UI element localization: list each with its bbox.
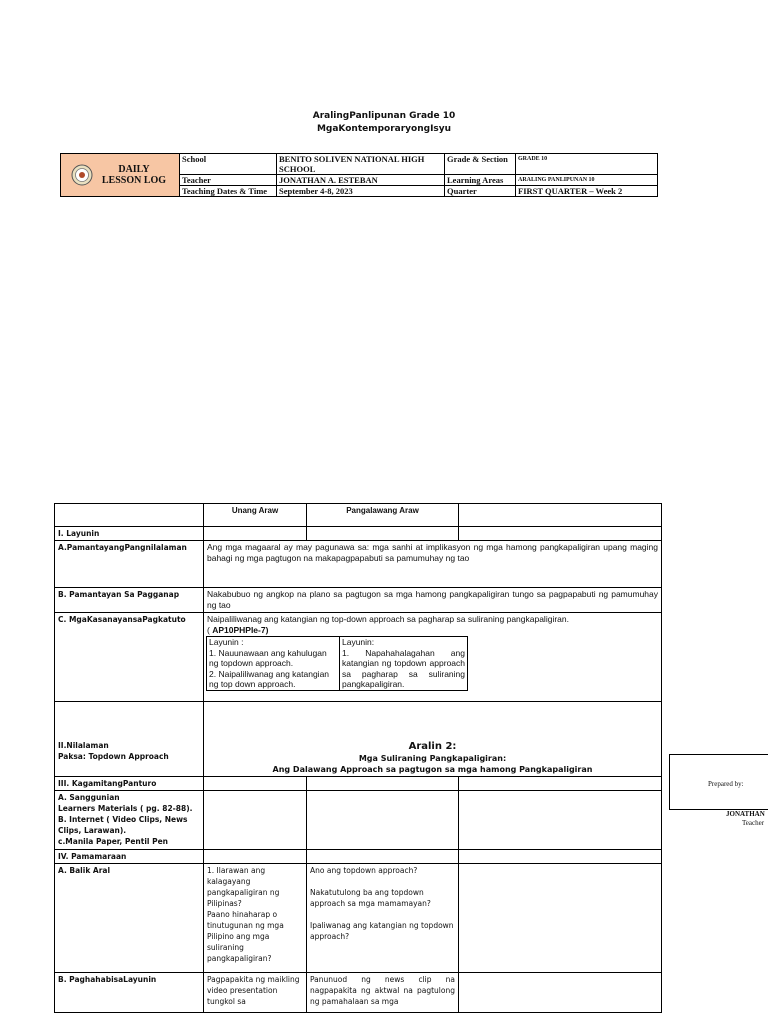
dates-value: September 4-8, 2023 bbox=[277, 186, 445, 197]
aralin-subtitle-1: Mga Suliraning Pangkapaligiran: bbox=[358, 753, 507, 763]
dll-header-table bbox=[60, 153, 658, 197]
pamantayang-label: A.PamantayangPangnilalaman bbox=[55, 541, 204, 588]
kasanayan-label: C. MgaKasanayansaPagkatuto bbox=[55, 613, 204, 702]
aralin-cell bbox=[204, 701, 662, 776]
prepared-by-name: JONATHAN bbox=[726, 810, 765, 818]
kasanayan-cell bbox=[204, 613, 662, 702]
document-subtitle: MgaKontemporaryongIsyu bbox=[316, 124, 452, 134]
paghahabi-label: B. PaghahabisaLayunin bbox=[55, 972, 204, 1012]
paghahabi-day2: Panunuod ng news clip na nagpapakita ng aktwal na pagtulong ng pamahalaan sa mga bbox=[307, 972, 459, 1012]
dates-label: Teaching Dates & Time bbox=[180, 186, 277, 197]
prepared-by-label: Prepared by: bbox=[708, 780, 744, 788]
quarter-value: FIRST QUARTER – Week 2 bbox=[516, 186, 658, 197]
kasanayan-code: AP10PHPIe-7) bbox=[212, 625, 269, 635]
nilalaman-label: II.Nilalaman bbox=[58, 740, 109, 750]
paksa-label: Paksa: Topdown Approach bbox=[58, 751, 169, 761]
col-header-day1: Unang Araw bbox=[204, 504, 307, 527]
prepared-by-role: Teacher bbox=[742, 819, 765, 827]
prepared-by-box bbox=[669, 754, 768, 827]
layunin-subtable bbox=[206, 636, 468, 691]
kasanayan-code-open: ( bbox=[207, 625, 213, 635]
learning-areas-value: ARALING PANLIPUNAN 10 bbox=[516, 175, 658, 186]
col-header-day2: Pangalawang Araw bbox=[307, 504, 459, 527]
teacher-value: JONATHAN A. ESTEBAN bbox=[277, 175, 445, 186]
school-label: School bbox=[180, 154, 277, 175]
pamamaraan-label: IV. Pamamaraan bbox=[55, 849, 204, 863]
grade-section-label: Grade & Section bbox=[445, 154, 516, 175]
day2-layunin: Layunin: 1. Napahahalagahan ang katangian ng topdown approach sa pagharap sa suliraning pangkapaligiran. bbox=[340, 637, 468, 691]
teacher-label: Teacher bbox=[180, 175, 277, 186]
balik-aral-label: A. Balik Aral bbox=[55, 863, 204, 972]
pagganap-label: B. Pamantayan Sa Pagganap bbox=[55, 588, 204, 613]
sanggunian-label: A. Sanggunian Learners Materials ( pg. 82-88). B. Internet ( Video Clips, News Clips, Larawan). c.Manila Paper, Pentil Pen bbox=[55, 790, 204, 849]
balik-aral-day1: 1. Ilarawan ang kalagayang pangkapaligiran ng Pilipinas? Paano hinaharap o tinutugunan ng mga Pilipino ang mga suliraning pangkapaligiran? bbox=[204, 863, 307, 972]
layunin-label: I. Layunin bbox=[55, 527, 204, 541]
kagamitan-label: III. KagamitangPanturo bbox=[55, 776, 204, 790]
corner-cell bbox=[55, 504, 204, 527]
dll-logo-cell bbox=[61, 154, 180, 197]
daily-lesson-log-label: DAILY LESSON LOG bbox=[101, 164, 167, 186]
school-value: BENITO SOLIVEN NATIONAL HIGH SCHOOL bbox=[277, 154, 445, 175]
grade-section-value: GRADE 10 bbox=[516, 154, 658, 175]
col-header-blank bbox=[459, 504, 662, 527]
aralin-title: Aralin 2: bbox=[408, 740, 457, 752]
aralin-subtitle-2: Ang Dalawang Approach sa pagtugon sa mga hamong Pangkapaligiran bbox=[272, 764, 593, 774]
pamantayang-text: Ang mga magaaral ay may pagunawa sa: mga sanhi at implikasyon ng mga hamong pangkapaligiran upang maging bahagi ng mga pagtugon na makapagpapabuti sa pamumuhay ng tao bbox=[204, 541, 662, 588]
kasanayan-text: Naipaliliwanag ang katangian ng top-down approach sa pagharap sa suliraning pangkapaligiran. bbox=[207, 614, 569, 624]
quarter-label: Quarter bbox=[445, 186, 516, 197]
pagganap-text: Nakabubuo ng angkop na plano sa pagtugon sa mga hamong pangkapaligiran tungo sa pagpapabuti ng pamumuhay ng tao bbox=[204, 588, 662, 613]
learning-areas-label: Learning Areas bbox=[445, 175, 516, 186]
nilalaman-cell bbox=[55, 701, 204, 776]
document-title: AralingPanlipunan Grade 10 bbox=[312, 111, 456, 121]
day1-layunin: Layunin : 1. Nauunawaan ang kahulugan ng topdown approach. 2. Naipaliliwanag ang katangian ng top down approach. bbox=[207, 637, 340, 691]
paghahabi-day1: Pagpapakita ng maikling video presentation tungkol sa bbox=[204, 972, 307, 1012]
balik-aral-day2: Ano ang topdown approach? Nakatutulong ba ang topdown approach sa mga mamamayan? Ipaliwanag ang katangian ng topdown approach? bbox=[307, 863, 459, 972]
deped-seal-icon bbox=[71, 164, 93, 186]
lesson-plan-table bbox=[54, 503, 662, 1013]
